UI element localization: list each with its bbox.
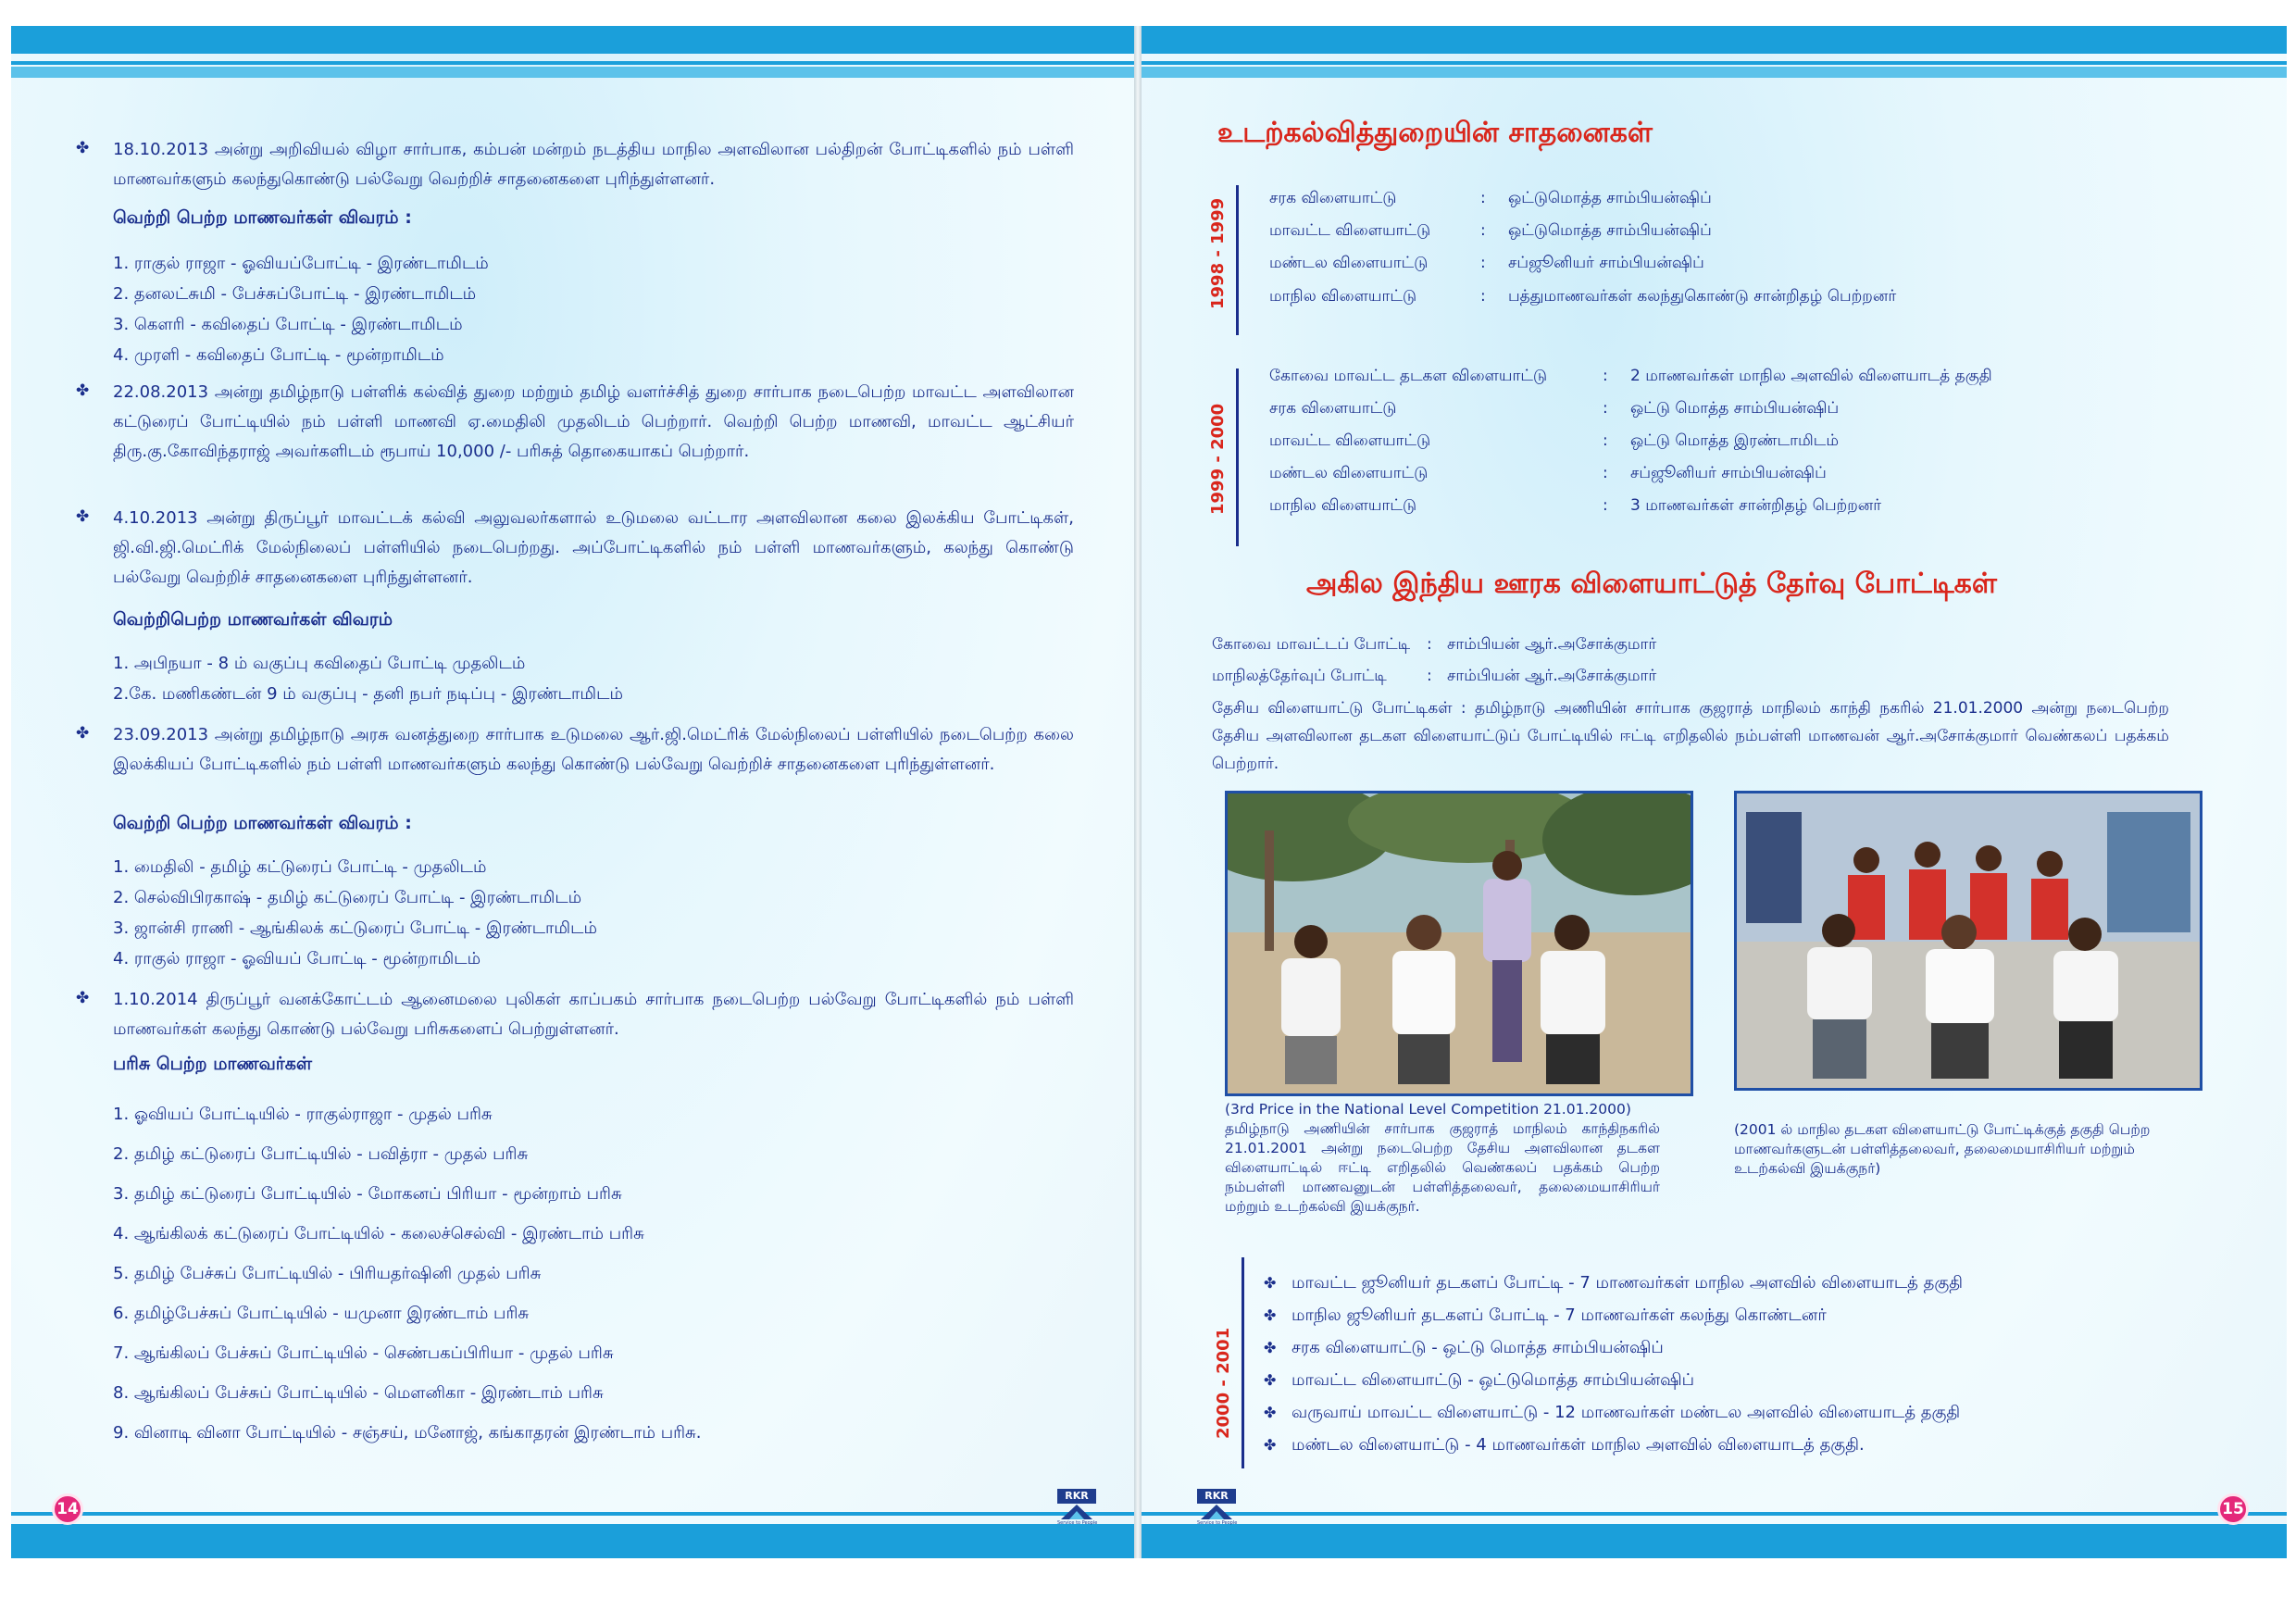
heading-winners-2: வெற்றிபெற்ற மாணவர்கள் விவரம் — [113, 609, 393, 630]
list-item-text: வருவாய் மாவட்ட விளையாட்டு - 12 மாணவர்கள் மண்டல அளவில் விளையாடத் தகுதி — [1292, 1403, 1961, 1422]
heading-winners-3: வெற்றி பெற்ற மாணவர்கள் விவரம் : — [113, 813, 412, 833]
bullet-icon: ✤ — [1264, 1436, 1277, 1454]
top-band-line — [1142, 61, 2287, 65]
bullet-icon: ✤ — [1264, 1274, 1277, 1292]
list-item-text: சரக விளையாட்டு - ஒட்டு மொத்த சாம்பியன்ஷிப் — [1292, 1338, 1664, 1357]
row-key: மாவட்ட விளையாட்டு — [1269, 221, 1431, 240]
rkr-logo — [1197, 1489, 1236, 1530]
logo-tagline: Service to People — [1057, 1520, 1098, 1526]
winners-list-3 — [113, 852, 597, 974]
right-page — [1142, 26, 2287, 1558]
logo-tagline: Service to People — [1197, 1520, 1238, 1526]
list-item: 9. வினாடி வினா போட்டியில் - சஞ்சய், மனோஜ், கங்காதரன் இரண்டாம் பரிசு. — [113, 1423, 702, 1443]
row-key: மண்டல விளையாட்டு — [1269, 254, 1429, 272]
logo-text: RKR — [1197, 1489, 1236, 1504]
paragraph-1: 18.10.2013 அன்று அறிவியல் விழா சார்பாக, கம்பன் மன்றம் நடத்திய மாநில அளவிலான பல்திறன் போட்டிகளில் நம் பள்ளி மாணவர்களும் கலந்துகொண்டு பல்வேறு வெற்றிச் சாதனைகளை புரிந்துள்ளனர். — [113, 140, 1074, 189]
row-key: மாநில விளையாட்டு — [1269, 496, 1417, 515]
row-sep: : — [1603, 399, 1608, 418]
list-item-text: மண்டல விளையாட்டு - 4 மாணவர்கள் மாநில அளவில் விளையாடத் தகுதி. — [1292, 1435, 1865, 1455]
heading-prize-winners: பரிசு பெற்ற மாணவர்கள் — [113, 1054, 313, 1074]
list-item: 7. ஆங்கிலப் பேச்சுப் போட்டியில் - செண்பகப்பிரியா - முதல் பரிசு — [113, 1343, 614, 1363]
row-key: மாநிலத்தேர்வுப் போட்டி — [1212, 667, 1387, 685]
national-games-paragraph: தேசிய விளையாட்டு போட்டிகள் : தமிழ்நாடு அணியின் சார்பாக குஜராத் மாநிலம் காந்தி நகரில் 21.01.2000 அன்று நடைபெற்ற தேசிய அளவிலான தடகள விளையாட்டுப் போட்டியில் ஈட்டி எறிதலில் நம்பள்ளி மாணவன் ஆர்.அசோக்குமார் வெண்கலப் பதக்கம் பெற்றார். — [1212, 699, 2169, 773]
row-value: சப்ஜூனியர் சாம்பியன்ஷிப் — [1630, 464, 1827, 482]
year-label: 1998 - 1999 — [1208, 197, 1228, 309]
bottom-band — [11, 1524, 1134, 1558]
photo-national-medal — [1225, 791, 1693, 1096]
page-title: உடற்கல்வித்துறையின் சாதனைகள் — [1217, 117, 1653, 149]
bullet-icon: ✤ — [76, 507, 90, 526]
row-key: மண்டல விளையாட்டு — [1269, 464, 1429, 482]
rkr-logo — [1057, 1489, 1096, 1530]
list-item: 1. ஓவியப் போட்டியில் - ராகுல்ராஜா - முதல் பரிசு — [113, 1105, 493, 1124]
row-key: கோவை மாவட்டப் போட்டி — [1212, 635, 1411, 654]
list-item: 1. அபிநயா - 8 ம் வகுப்பு கவிதைப் போட்டி முதலிடம் — [113, 654, 526, 673]
row-value: ஒட்டுமொத்த சாம்பியன்ஷிப் — [1508, 221, 1712, 240]
row-value: சப்ஜூனியர் சாம்பியன்ஷிப் — [1508, 254, 1704, 272]
row-sep: : — [1480, 189, 1486, 207]
row-value: சாம்பியன் ஆர்.அசோக்குமார் — [1447, 635, 1657, 654]
list-item: 2. தனலட்சுமி - பேச்சுப்போட்டி - இரண்டாமிடம் — [113, 284, 477, 304]
row-value: ஒட்டு மொத்த சாம்பியன்ஷிப் — [1630, 399, 1840, 418]
list-item — [1264, 1267, 1963, 1299]
list-item — [1264, 1331, 1963, 1364]
row-key: சரக விளையாட்டு — [1269, 189, 1397, 207]
top-band — [1142, 26, 2287, 54]
list-item: 3. கௌரி - கவிதைப் போட்டி - இரண்டாமிடம் — [113, 315, 463, 334]
bullet-icon: ✤ — [1264, 1371, 1277, 1389]
top-band-light — [1142, 67, 2287, 78]
row-value: ஒட்டு மொத்த இரண்டாமிடம் — [1630, 431, 1840, 450]
page-number: 14 — [52, 1493, 83, 1525]
row-value: 3 மாணவர்கள் சான்றிதழ் பெற்றனர் — [1630, 496, 1882, 515]
row-key: மாவட்ட விளையாட்டு — [1269, 431, 1431, 450]
paragraph-2: 22.08.2013 அன்று தமிழ்நாடு பள்ளிக் கல்வித் துறை மற்றும் தமிழ் வளர்ச்சித் துறை சார்பாக நடைபெற்ற மாவட்ட அளவிலான கட்டுரைப் போட்டியில் நம் பள்ளி மாணவி ஏ.மைதிலி முதலிடம் பெற்றார். வெற்றி பெற்ற மாணவி, மாவட்ட ஆட்சியர் திரு.கு.கோவிந்தராஜ் அவர்களிடம் ரூபாய் 10,000 /- பரிசுத் தொகையாகப் பெற்றார். — [113, 382, 1074, 461]
logo-emblem-icon — [1057, 1504, 1096, 1520]
row-key: கோவை மாவட்ட தடகள விளையாட்டு — [1269, 367, 1548, 385]
year-bar — [1242, 1257, 1244, 1468]
list-item — [1264, 1364, 1963, 1396]
list-item: 4. ராகுல் ராஜா - ஓவியப் போட்டி - மூன்றாமிடம் — [113, 949, 481, 968]
list-item: 8. ஆங்கிலப் பேச்சுப் போட்டியில் - மௌனிகா - இரண்டாம் பரிசு — [113, 1383, 604, 1403]
list-item: 2. செல்விபிரகாஷ் - தமிழ் கட்டுரைப் போட்டி - இரண்டாமிடம் — [113, 888, 582, 907]
photo-caption-2: (2001 ல் மாநில தடகள விளையாட்டு போட்டிக்குத் தகுதி பெற்ற மாணவர்களுடன் பள்ளித்தலைவர், தலைமையாசிரியர் மற்றும் உடற்கல்வி இயக்குநர்) — [1734, 1121, 2151, 1177]
heading-winners-1: வெற்றி பெற்ற மாணவர்கள் விவரம் : — [113, 207, 412, 228]
bottom-band-line — [1142, 1512, 2287, 1516]
list-item — [1264, 1396, 1963, 1429]
row-value: ஒட்டுமொத்த சாம்பியன்ஷிப் — [1508, 189, 1712, 207]
bullet-icon: ✤ — [76, 381, 90, 400]
logo-emblem-icon — [1197, 1504, 1236, 1520]
bullet-icon: ✤ — [76, 989, 90, 1007]
book-spine — [1134, 26, 1142, 1558]
top-band — [11, 26, 1134, 54]
prize-list — [113, 1094, 702, 1453]
list-item: 5. தமிழ் பேச்சுப் போட்டியில் - பிரியதர்ஷினி முதல் பரிசு — [113, 1264, 542, 1283]
list-item: 3. ஜான்சி ராணி - ஆங்கிலக் கட்டுரைப் போட்டி - இரண்டாமிடம் — [113, 918, 597, 938]
row-sep: : — [1603, 367, 1608, 385]
logo-text: RKR — [1057, 1489, 1096, 1504]
list-item: 3. தமிழ் கட்டுரைப் போட்டியில் - மோகனப் பிரியா - மூன்றாம் பரிசு — [113, 1184, 622, 1204]
year-label: 2000 - 2001 — [1214, 1327, 1233, 1439]
row-sep: : — [1603, 464, 1608, 482]
list-item — [1264, 1429, 1963, 1461]
list-item — [1264, 1299, 1963, 1331]
row-sep: : — [1427, 667, 1432, 685]
row-value: பத்துமாணவர்கள் கலந்துகொண்டு சான்றிதழ் பெற்றனர் — [1508, 287, 1897, 306]
bullet-icon: ✤ — [1264, 1339, 1277, 1356]
caption-english: (3rd Price in the National Level Competition 21.01.2000) — [1225, 1101, 1631, 1118]
caption-tamil: தமிழ்நாடு அணியின் சார்பாக குஜராத் மாநிலம் காந்திநகரில் 21.01.2001 அன்று நடைபெற்ற தேசிய அளவிலான தடகள விளையாட்டில் ஈட்டி எறிதலில் வெண்கலப் பதக்கம் பெற்ற நம்பள்ளி மாணவனுடன் பள்ளித்தலைவர், தலைமையாசிரியர் மற்றும் உடற்கல்வி இயக்குநர். — [1225, 1120, 1660, 1215]
bottom-band — [1142, 1524, 2287, 1558]
paragraph-4: 23.09.2013 அன்று தமிழ்நாடு அரசு வனத்துறை சார்பாக உடுமலை ஆர்.ஜி.மெட்ரிக் மேல்நிலைப் பள்ளியில் நடைபெற்ற கலை இலக்கியப் போட்டிகளில் நம் பள்ளி மாணவர்களும் கலந்து கொண்டு பல்வேறு வெற்றிச் சாதனைகளை புரிந்துள்ளனர். — [113, 725, 1074, 774]
group-photo-2-icon — [1737, 793, 2200, 1088]
page-number: 15 — [2217, 1493, 2249, 1525]
results-2000 — [1264, 1267, 1963, 1461]
list-item-text: மாவட்ட விளையாட்டு - ஒட்டுமொத்த சாம்பியன்ஷிப் — [1292, 1370, 1695, 1390]
top-band-light — [11, 67, 1134, 78]
bullet-icon: ✤ — [1264, 1404, 1277, 1421]
bullet-icon: ✤ — [76, 724, 90, 743]
list-item: 1. மைதிலி - தமிழ் கட்டுரைப் போட்டி - முதலிடம் — [113, 857, 487, 877]
row-key: சரக விளையாட்டு — [1269, 399, 1397, 418]
row-value: சாம்பியன் ஆர்.அசோக்குமார் — [1447, 667, 1657, 685]
list-item: 4. ஆங்கிலக் கட்டுரைப் போட்டியில் - கலைச்செல்வி - இரண்டாம் பரிசு — [113, 1224, 644, 1243]
list-item-text: மாநில ஜூனியர் தடகளப் போட்டி - 7 மாணவர்கள் கலந்து கொண்டனர் — [1292, 1305, 1827, 1325]
left-page — [11, 26, 1134, 1558]
list-item: 2.கே. மணிகண்டன் 9 ம் வகுப்பு - தனி நபர் நடிப்பு - இரண்டாமிடம் — [113, 684, 623, 704]
row-sep: : — [1603, 496, 1608, 515]
year-label: 1999 - 2000 — [1208, 403, 1228, 515]
paragraph-3: 4.10.2013 அன்று திருப்பூர் மாவட்டக் கல்வி அலுவலர்களால் உடுமலை வட்டார அளவிலான கலை இலக்கிய போட்டிகள், ஜி.வி.ஜி.மெட்ரிக் மேல்நிலைப் பள்ளியில் நடைபெற்றது. அப்போட்டிகளில் நம் பள்ளி மாணவர்களும், கலந்து கொண்டு பல்வேறு வெற்றிச் சாதனைகளை புரிந்துள்ளனர். — [113, 508, 1074, 587]
row-key: மாநில விளையாட்டு — [1269, 287, 1417, 306]
list-item: 6. தமிழ்பேச்சுப் போட்டியில் - யமுனா இரண்டாம் பரிசு — [113, 1304, 530, 1323]
list-item: 2. தமிழ் கட்டுரைப் போட்டியில் - பவித்ரா - முதல் பரிசு — [113, 1144, 529, 1164]
winners-list-1 — [113, 248, 489, 370]
bullet-icon: ✤ — [76, 139, 90, 157]
year-bar — [1236, 369, 1239, 546]
list-item-text: மாவட்ட ஜூனியர் தடகளப் போட்டி - 7 மாணவர்கள் மாநில அளவில் விளையாடத் தகுதி — [1292, 1273, 1963, 1293]
row-value: 2 மாணவர்கள் மாநில அளவில் விளையாடத் தகுதி — [1630, 367, 1992, 385]
row-sep: : — [1480, 221, 1486, 240]
list-item: 4. முரளி - கவிதைப் போட்டி - மூன்றாமிடம் — [113, 345, 444, 365]
top-band-line — [11, 61, 1134, 65]
winners-list-2 — [113, 648, 623, 709]
year-bar — [1236, 185, 1239, 335]
bullet-icon: ✤ — [1264, 1306, 1277, 1324]
row-sep: : — [1480, 254, 1486, 272]
group-photo-1-icon — [1228, 793, 1691, 1093]
row-sep: : — [1603, 431, 1608, 450]
photo-caption-1 — [1225, 1100, 1660, 1217]
section-title-rural-games: அகில இந்திய ஊரக விளையாட்டுத் தேர்வு போட்டிகள் — [1306, 568, 1997, 600]
list-item: 1. ராகுல் ராஜா - ஓவியப்போட்டி - இரண்டாமிடம் — [113, 254, 489, 273]
row-sep: : — [1480, 287, 1486, 306]
row-sep: : — [1427, 635, 1432, 654]
paragraph-5: 1.10.2014 திருப்பூர் வனக்கோட்டம் ஆனைமலை புலிகள் காப்பகம் சார்பாக நடைபெற்ற பல்வேறு போட்டிகளில் நம் பள்ளி மாணவர்கள் கலந்து கொண்டு பல்வேறு பரிசுகளைப் பெற்றுள்ளனர். — [113, 990, 1074, 1039]
bottom-band-line — [11, 1512, 1134, 1516]
photo-state-team — [1734, 791, 2202, 1091]
